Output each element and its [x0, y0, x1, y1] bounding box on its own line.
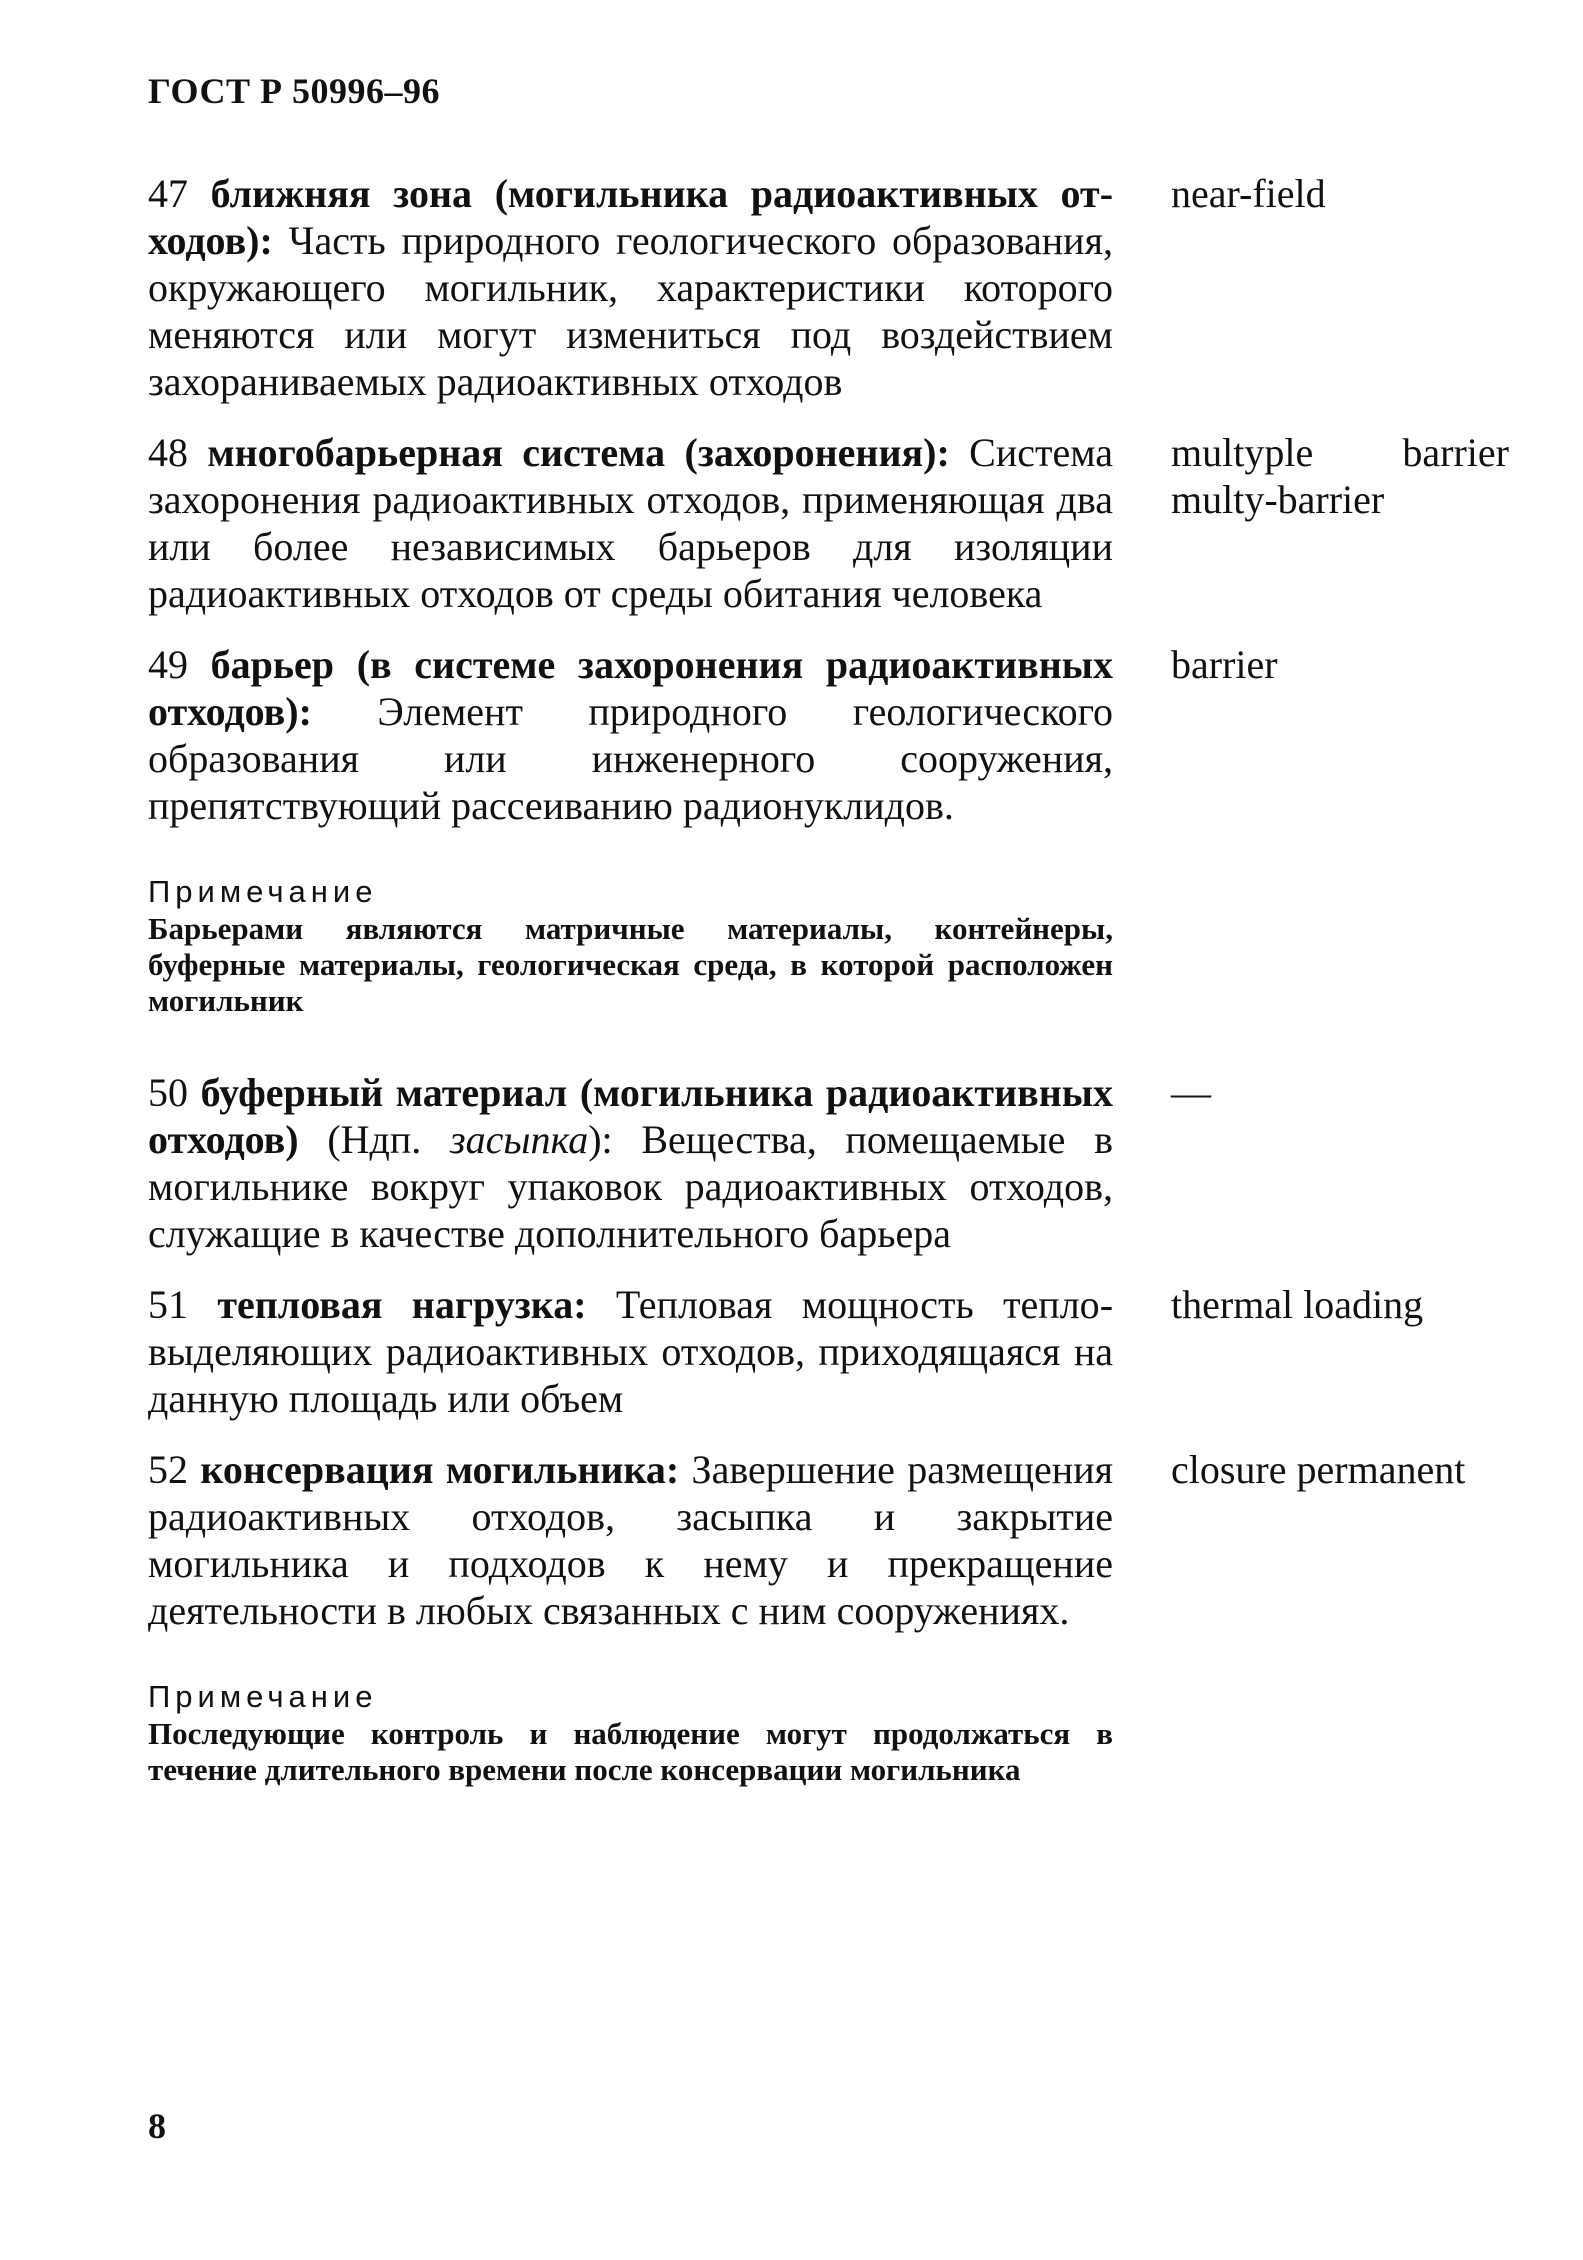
term-english-equivalent: [1171, 1069, 1511, 1116]
deprecated-term: засыпка: [450, 1117, 589, 1162]
term-definition-ru: [148, 1069, 1113, 1257]
term-entry-48: [148, 429, 1528, 617]
english-term-word: multyple: [1171, 430, 1314, 475]
term-number: 50: [148, 1070, 188, 1115]
term-definition-ru: [148, 170, 1113, 405]
document-header: ГОСТ Р 50996–96: [148, 71, 440, 111]
note-text: Последующие контроль и наблюдение могут продолжаться в течение длительного времени после консервации могильника: [148, 1716, 1113, 1787]
english-term-line: [1171, 429, 1509, 476]
term-definition-text: Система захоронения радиоактивных отходов, применяющая два или более независимых барьеров для изоляции радиоактивных отходов от среды обитания человека: [148, 430, 1113, 616]
term-definition-ru: [148, 1281, 1113, 1422]
page-number: 8: [148, 2106, 166, 2146]
term-definition-text: Вещества, помещаемые в могильнике вокруг упаковок радиоактивных отходов, служащие в качестве дополнительного барьера: [148, 1117, 1113, 1256]
term-english-equivalent: [1171, 641, 1511, 688]
term-english-equivalent: [1171, 170, 1511, 217]
term-entry-50: [148, 1069, 1528, 1257]
terms-list: [148, 170, 1528, 1788]
term-name: многобарьерная система (захоронения):: [207, 430, 950, 475]
term-name: консервация могильника:: [200, 1447, 680, 1492]
english-term: —: [1171, 1070, 1211, 1115]
english-term: multy-barrier: [1171, 477, 1385, 522]
english-term: barrier: [1171, 642, 1278, 687]
term-definition-text: Завершение размещения радиоактивных отходов, засыпка и закрытие могильника и подходов к нему и прекращение деятельности в любых связанных с ним сооружениях.: [148, 1447, 1114, 1633]
term-name: ближняя зона (могильника радиоактивных отходов):: [148, 171, 1114, 263]
term-definition-ru: [148, 1446, 1113, 1634]
term-number: 51: [148, 1282, 188, 1327]
term-number: 48: [148, 430, 188, 475]
term-name: тепловая нагрузка:: [217, 1282, 587, 1327]
note-block: [148, 873, 1113, 1019]
term-english-equivalent: [1171, 1281, 1511, 1328]
note-title: Примечание: [148, 1679, 378, 1714]
deprecated-term-prefix: (Ндп.: [298, 1117, 451, 1162]
note-text: Барьерами являются матричные материалы, контейнеры, буферные материалы, геологическая среда, в которой расположен могильник: [148, 911, 1113, 1018]
english-term: near-field: [1171, 171, 1326, 216]
deprecated-term-suffix: ):: [588, 1117, 613, 1162]
term-definition-ru: [148, 641, 1113, 829]
note-title: Примечание: [148, 874, 378, 909]
term-english-equivalent: [1171, 1446, 1511, 1493]
term-number: 47: [148, 171, 188, 216]
english-term: closure permanent: [1171, 1447, 1466, 1492]
term-number: 49: [148, 642, 188, 687]
term-name: барьер (в системе захоронения радиоактивных отходов):: [148, 642, 1114, 734]
note-block: [148, 1678, 1113, 1788]
term-name: буферный материал (могильника радиоактивных отходов): [148, 1070, 1113, 1162]
english-term: thermal loading: [1171, 1282, 1424, 1327]
term-number: 52: [148, 1447, 188, 1492]
term-definition-text: Тепловая мощность тепловыделяющих радиоактивных отходов, приходящаяся на данную площадь или объем: [148, 1282, 1114, 1421]
term-entry-52: [148, 1446, 1528, 1634]
term-entry-47: [148, 170, 1528, 405]
term-entry-51: [148, 1281, 1528, 1422]
term-definition-text: Элемент природного геологического образования или инженерного сооружения, препятствующий рассеиванию радионуклидов.: [148, 689, 1113, 828]
term-definition-text: Часть природного геологического образования, окружающего могильник, характеристики которого меняются или могут измениться под воздействием захораниваемых радиоактивных отходов: [148, 218, 1113, 404]
english-term-word: barrier: [1402, 430, 1509, 475]
term-definition-ru: [148, 429, 1113, 617]
term-english-equivalent: [1171, 429, 1511, 523]
term-entry-49: [148, 641, 1528, 829]
